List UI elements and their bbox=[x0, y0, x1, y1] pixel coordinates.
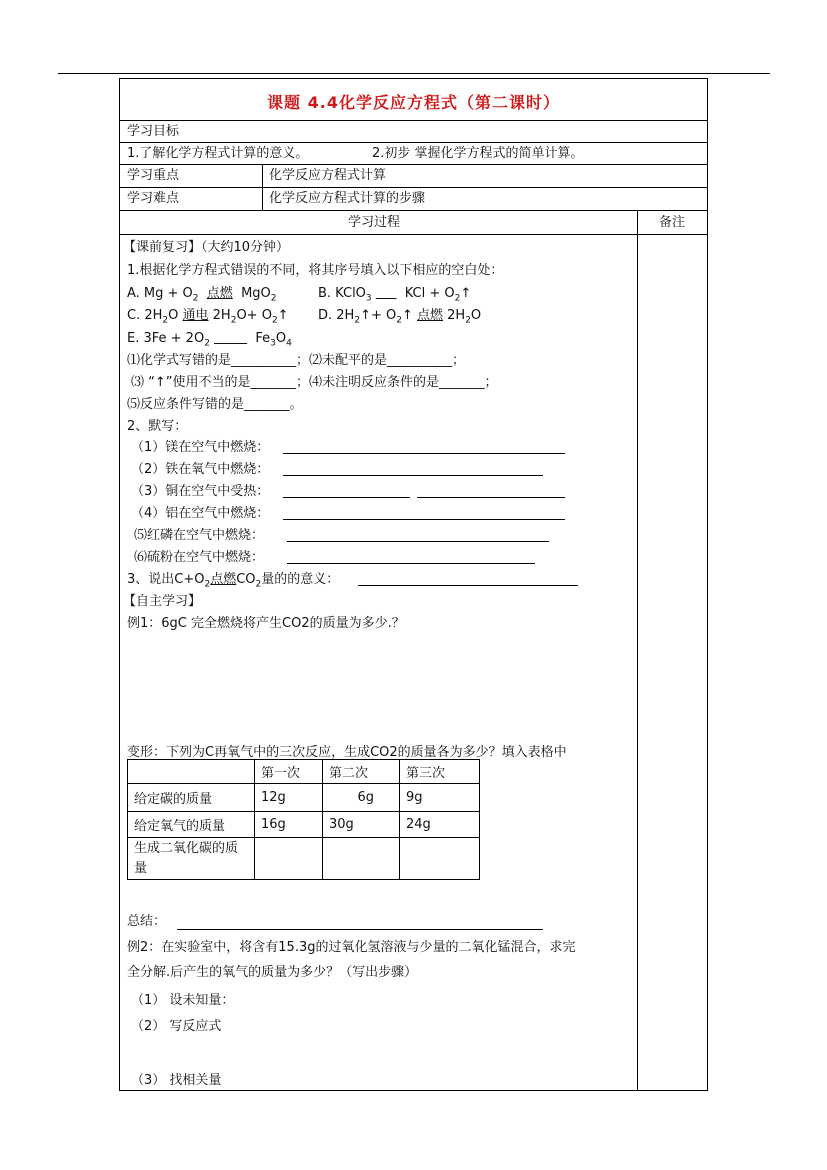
variant-question: 变形：下列为C再氧气中的三次反应，生成CO2的质量各为多少？填入表格中 bbox=[127, 745, 567, 760]
answer-line bbox=[283, 475, 543, 476]
row-divider bbox=[119, 210, 708, 211]
table-cell: 30g bbox=[323, 812, 400, 838]
answer-line bbox=[287, 563, 535, 564]
table-cell: 12g bbox=[255, 784, 323, 812]
table-header-cell: 第二次 bbox=[323, 760, 400, 784]
answer-line bbox=[283, 453, 565, 454]
equation-e: E. $3Fe + 2O_2$ $Fe_3O_4$ bbox=[127, 331, 292, 349]
condition-label: 点燃 bbox=[206, 286, 233, 301]
dictation-6: ⑹硫粉在空气中燃烧： bbox=[134, 550, 265, 565]
col-divider bbox=[637, 210, 638, 1091]
answer-line bbox=[287, 541, 549, 542]
col-divider bbox=[262, 164, 263, 210]
table-cell: 给定碳的质量 bbox=[128, 784, 255, 812]
equation-c: C. $2H_2O$ 通电 $2H_2O+$ $O_2↑$ bbox=[127, 308, 289, 326]
table-header-cell: 第三次 bbox=[400, 760, 480, 784]
summary-label: 总结： bbox=[127, 914, 167, 929]
page-top-rule bbox=[58, 73, 770, 74]
blank-line-3: ⑸反应条件写错的是_______。 bbox=[127, 397, 303, 412]
condition-label: 点燃 bbox=[210, 572, 237, 587]
goal-text-2: 2.初步 掌握化学方程式的简单计算。 bbox=[372, 146, 584, 161]
equation-a: A. $Mg + O_2$ 点燃 MgO$_2$ bbox=[127, 286, 277, 304]
question-3: 3、说出$C+O_2$点燃$CO_2$量的的意义： bbox=[127, 572, 340, 590]
condition-label: 点燃 bbox=[416, 308, 443, 323]
answer-line bbox=[177, 929, 543, 930]
notes-label: 备注 bbox=[659, 215, 686, 230]
example-2-line-1: 例2：在实验室中，将含有15.3g的过氧化氢溶液与少量的二氧化锰混合，求完 bbox=[127, 940, 576, 955]
answer-line bbox=[358, 585, 578, 586]
difficulty-text: 化学反应方程式计算的步骤 bbox=[269, 191, 426, 206]
difficulty-label: 学习难点 bbox=[127, 191, 180, 206]
step-2: （2） 写反应式 bbox=[131, 1019, 222, 1034]
table-cell bbox=[255, 838, 323, 880]
goal-text-1: 1.了解化学方程式计算的意义。 bbox=[127, 146, 309, 161]
key-label: 学习重点 bbox=[127, 168, 180, 183]
answer-line bbox=[417, 497, 565, 498]
equation-d: D. $2H_2↑+$ $O_2↑$ 点燃 $2H_2O$ bbox=[318, 308, 482, 326]
table-header-cell: 第一次 bbox=[255, 760, 323, 784]
dictation-3: （3）铜在空气中受热： bbox=[131, 484, 270, 499]
table-cell: 6g bbox=[323, 784, 400, 812]
row-divider bbox=[119, 120, 708, 121]
table-cell bbox=[400, 838, 480, 880]
carbon-reaction-table bbox=[127, 759, 480, 880]
row-divider bbox=[119, 164, 708, 165]
process-label: 学习过程 bbox=[348, 215, 401, 230]
question-1: 1.根据化学方程式错误的不同，将其序号填入以下相应的空白处： bbox=[127, 263, 504, 278]
table-cell bbox=[323, 838, 400, 880]
equation-b: B. KClO$_3$ KCl + $O_2↑$ bbox=[318, 286, 472, 304]
table-cell: 生成二氧化碳的质量 bbox=[128, 838, 255, 880]
step-3: （3） 找相关量 bbox=[131, 1073, 222, 1088]
dictation-5: ⑸红磷在空气中燃烧： bbox=[134, 528, 265, 543]
review-heading: 【课前复习】（大约10分钟） bbox=[123, 240, 290, 255]
table-cell: 16g bbox=[255, 812, 323, 838]
table-cell: 给定氧气的质量 bbox=[128, 812, 255, 838]
key-text: 化学反应方程式计算 bbox=[269, 168, 387, 183]
answer-line bbox=[283, 519, 565, 520]
blank-line-1: ⑴化学式写错的是__________；⑵未配平的是__________； bbox=[127, 353, 466, 368]
example-1: 例1：6gC 完全燃烧将产生CO2的质量为多少.？ bbox=[127, 616, 405, 631]
question-2: 2、默写： bbox=[127, 419, 188, 434]
example-2-line-2: 全分解.后产生的氧气的质量为多少？（写出步骤） bbox=[127, 965, 418, 980]
blank-line-2: ⑶ “↑”使用不当的是_______；⑷未注明反应条件的是_______； bbox=[131, 375, 498, 390]
page-title: 课题 4.4化学反应方程式（第二课时） bbox=[267, 93, 560, 112]
table-cell: 24g bbox=[400, 812, 480, 838]
row-divider bbox=[119, 142, 708, 143]
answer-line bbox=[283, 497, 410, 498]
dictation-2: （2）铁在氧气中燃烧： bbox=[131, 462, 270, 477]
table-header-cell bbox=[128, 760, 255, 784]
step-1: （1） 设未知量： bbox=[131, 993, 235, 1008]
condition-label: 通电 bbox=[182, 308, 209, 323]
dictation-4: （4）铝在空气中燃烧： bbox=[131, 506, 270, 521]
row-divider bbox=[119, 187, 708, 188]
dictation-1: （1）镁在空气中燃烧： bbox=[131, 440, 270, 455]
goal-label: 学习目标 bbox=[127, 124, 180, 139]
row-divider bbox=[119, 234, 708, 235]
self-study-heading: 【自主学习】 bbox=[123, 594, 202, 609]
table-cell: 9g bbox=[400, 784, 480, 812]
